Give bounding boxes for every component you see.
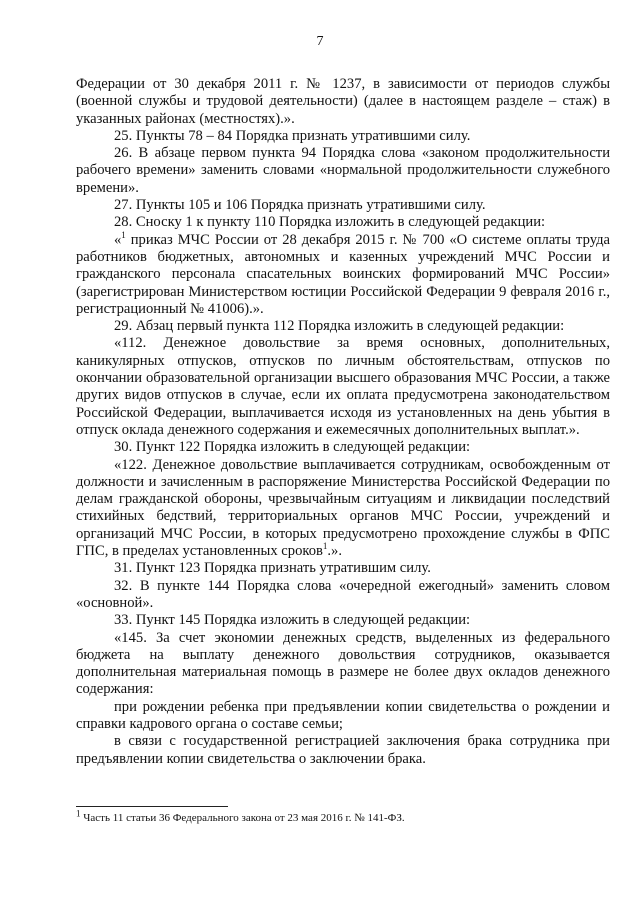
paragraph-122-text [76, 457, 610, 561]
body-text [76, 76, 610, 768]
paragraph-122-body: «122. Денежное довольствие выплачивается сотрудникам, освобожденным от должности и зачисленным в распоряжение Министерства Российской Федерации по делам гражданской обороны, чрезвычайным ситуациям и ликвидации последствий стихийных бедствий, территориальных органов МЧС России, учреждений и организаций МЧС России, в которых предусмотрено прохождение службы в ФПС ГПС, в пределах установленных сроков [76, 456, 610, 560]
footnote-number: 1 [76, 808, 81, 819]
paragraph-continuation: Федерации от 30 декабря 2011 г. № 1237, в зависимости от периодов службы (военной службы и трудовой деятельности) (далее в настоящем разделе – стаж) в указанных районах (местностях).». [76, 76, 610, 127]
page-number: 7 [316, 34, 324, 49]
paragraph-item-28: 28. Сноску 1 к пункту 110 Порядка изложить в следующей редакции: [114, 214, 546, 231]
footnote-separator [76, 806, 228, 807]
paragraph-item-33: 33. Пункт 145 Порядка изложить в следующей редакции: [114, 612, 471, 629]
paragraph-122-end: .». [327, 543, 342, 560]
paragraph-112-text: «112. Денежное довольствие за время основных, дополнительных, каникулярных отпусков, отпусков по личным обстоятельствам, отпусков по окончании образовательной организации высшего образования МЧС России, а также других видов отпусков в случае, если их оплата предусмотрена законодательством Российской Федерации, выплачивается исходя из установленных на день убытия в отпуск оклада денежного содержания и ежемесячных дополнительных выплат.». [76, 335, 610, 438]
paragraph-item-26: 26. В абзаце первом пункта 94 Порядка слова «законом продолжительности рабочего времени» заменить словами «нормальной продолжительности служебного времени». [76, 145, 610, 196]
quote-open: « [114, 231, 122, 248]
paragraph-item-25: 25. Пункты 78 – 84 Порядка признать утратившими силу. [114, 127, 471, 144]
footnote [76, 808, 610, 825]
paragraph-item-32: 32. В пункте 144 Порядка слова «очередной ежегодный» заменить словом «основной». [76, 577, 610, 611]
footnote-text: Часть 11 статьи 36 Федерального закона от 23 мая 2016 г. № 141-ФЗ. [80, 812, 405, 824]
footnote-1-body: приказ МЧС России от 28 декабря 2015 г. № 700 «О системе оплаты труда работников бюджетных, автономных и казенных учреждений МЧС России и гражданского персонала спасательных воинских формирований МЧС России» (зарегистрирован Министерством юстиции Российской Федерации 9 февраля 2016 г., регистрационный № 41006).». [76, 231, 610, 317]
paragraph-item-30: 30. Пункт 122 Порядка изложить в следующей редакции: [114, 439, 471, 456]
footnote-marker: 1 [121, 229, 126, 240]
paragraph-footnote-1-text [76, 229, 610, 318]
paragraph-145-text: «145. За счет экономии денежных средств, выделенных из федерального бюджета на выплату денежного довольствия сотрудников, оказывается дополнительная материальная помощь в размере не более двух окладов денежного содержания: [76, 629, 610, 698]
paragraph-item-27: 27. Пункты 105 и 106 Порядка признать утратившими силу. [114, 197, 486, 214]
paragraph-marriage-case: в связи с государственной регистрацией заключения брака сотрудника при предъявлении копии свидетельства о заключении брака. [76, 733, 610, 767]
paragraph-item-29: 29. Абзац первый пункта 112 Порядка изложить в следующей редакции: [114, 318, 565, 335]
footnote-reference: 1 [322, 541, 328, 552]
paragraph-birth-case: при рождении ребенка при предъявлении копии свидетельства о рождении и справки кадрового органа о составе семьи; [76, 698, 610, 732]
paragraph-item-31: 31. Пункт 123 Порядка признать утратившим силу. [114, 560, 431, 577]
